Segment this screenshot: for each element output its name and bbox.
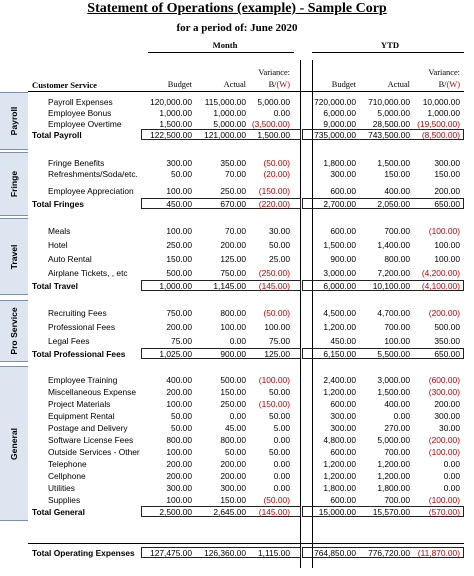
month-variance-cell: 0.00 xyxy=(273,108,290,118)
ytd-budget-cell: 1,200.00 xyxy=(323,322,356,332)
ytd-budget-cell: 764,850.00 xyxy=(314,548,356,558)
total-row xyxy=(0,130,474,141)
ytd-budget-cell: 735,000.00 xyxy=(314,130,356,140)
header-underline xyxy=(28,91,464,92)
row-label: Employee Training xyxy=(48,375,118,385)
month-actual-cell: 0.00 xyxy=(229,411,246,421)
ytd-budget-cell: 1,200.00 xyxy=(323,459,356,469)
row-label: Airplane Tickets, , etc xyxy=(48,268,128,278)
ytd-variance-cell: (4,100.00) xyxy=(421,281,460,291)
ytd-header-rule xyxy=(312,52,464,53)
ytd-actual-cell: 700.00 xyxy=(384,226,410,236)
table-row xyxy=(0,97,474,108)
ytd-actual-cell: 5,500.00 xyxy=(377,349,410,359)
ytd-budget-cell: 6,150.00 xyxy=(323,349,356,359)
row-label: Hotel xyxy=(48,240,68,250)
month-variance-cell: (50.00) xyxy=(263,495,290,505)
ytd-actual-cell: 700.00 xyxy=(384,495,410,505)
ytd-actual-cell: 10,100.00 xyxy=(372,281,410,291)
month-variance-cell: 0.00 xyxy=(273,435,290,445)
ytd-variance-cell: 650.00 xyxy=(434,199,460,209)
month-actual-cell: 670.00 xyxy=(220,199,246,209)
ytd-actual-header: Actual xyxy=(387,80,410,89)
ytd-actual-cell: 2,050.00 xyxy=(377,199,410,209)
table-row xyxy=(0,108,474,119)
month-budget-cell: 1,000.00 xyxy=(159,281,192,291)
month-budget-cell: 100.00 xyxy=(166,399,192,409)
ytd-budget-cell: 2,400.00 xyxy=(323,375,356,385)
month-variance-cell: 50.00 xyxy=(269,411,290,421)
ytd-variance-cell: (100.00) xyxy=(428,447,460,457)
month-budget-cell: 1,500.00 xyxy=(159,119,192,129)
ytd-budget-cell: 1,800.00 xyxy=(323,483,356,493)
table-row xyxy=(0,268,474,279)
ytd-variance-cell: 0.00 xyxy=(443,471,460,481)
row-label: Utilities xyxy=(48,483,75,493)
ytd-actual-cell: 1,800.00 xyxy=(377,483,410,493)
ytd-variance-cell: 1,000.00 xyxy=(427,108,460,118)
month-actual-cell: 200.00 xyxy=(220,459,246,469)
table-row xyxy=(0,435,474,446)
month-actual-cell: 150.00 xyxy=(220,495,246,505)
statement-title: Statement of Operations (example) - Sample Corp xyxy=(87,1,387,16)
ytd-budget-cell: 900.00 xyxy=(330,254,356,264)
month-actual-cell: 300.00 xyxy=(220,483,246,493)
month-budget-cell: 200.00 xyxy=(166,387,192,397)
month-actual-cell: 800.00 xyxy=(220,308,246,318)
ytd-budget-cell: 1,200.00 xyxy=(323,387,356,397)
month-actual-cell: 350.00 xyxy=(220,158,246,168)
ytd-variance-cell: (300.00) xyxy=(428,387,460,397)
month-actual-cell: 50.00 xyxy=(225,447,246,457)
total-label: Total Payroll xyxy=(32,130,82,140)
table-row xyxy=(0,186,474,197)
month-actual-cell: 200.00 xyxy=(220,240,246,250)
ytd-actual-cell: 1,200.00 xyxy=(377,459,410,469)
table-row xyxy=(0,399,474,410)
ytd-actual-cell: 743,500.00 xyxy=(368,130,410,140)
ytd-actual-cell: 0.00 xyxy=(393,411,410,421)
month-actual-cell: 45.00 xyxy=(225,423,246,433)
ytd-variance-cell: 300.00 xyxy=(434,411,460,421)
month-actual-cell: 200.00 xyxy=(220,471,246,481)
month-budget-cell: 50.00 xyxy=(171,411,192,421)
month-header: Month xyxy=(212,40,238,50)
total-row xyxy=(0,548,474,559)
table-row xyxy=(0,459,474,470)
ytd-variance-cell: (8,500.00) xyxy=(421,130,460,140)
month-budget-cell: 120,000.00 xyxy=(150,97,192,107)
ytd-variance-cell: (600.00) xyxy=(428,375,460,385)
month-actual-cell: 800.00 xyxy=(220,435,246,445)
ytd-variance-cell: 650.00 xyxy=(434,349,460,359)
month-actual-cell: 0.00 xyxy=(229,336,246,346)
period-label: for a period of: June 2020 xyxy=(176,22,298,34)
month-budget-cell: 800.00 xyxy=(166,435,192,445)
total-row xyxy=(0,199,474,210)
month-budget-cell: 250.00 xyxy=(166,240,192,250)
ytd-variance-cell: 10,000.00 xyxy=(422,97,460,107)
month-variance-cell: 0.00 xyxy=(273,459,290,469)
month-budget-cell: 400.00 xyxy=(166,375,192,385)
ytd-actual-cell: 1,400.00 xyxy=(377,240,410,250)
ytd-variance-cell: (11,870.00) xyxy=(417,548,460,558)
month-variance-cell: 75.00 xyxy=(269,336,290,346)
group-label-text: Travel xyxy=(9,244,19,269)
ytd-budget-cell: 6,000.00 xyxy=(323,281,356,291)
month-budget-cell: 300.00 xyxy=(166,483,192,493)
ytd-actual-cell: 5,000.00 xyxy=(377,108,410,118)
ytd-variance-cell: 100.00 xyxy=(434,240,460,250)
month-variance-cell: 30.00 xyxy=(269,226,290,236)
month-actual-cell: 70.00 xyxy=(225,226,246,236)
total-label: Total General xyxy=(32,507,85,517)
table-row xyxy=(0,423,474,434)
month-actual-cell: 125.00 xyxy=(220,254,246,264)
ytd-variance-cell: 100.00 xyxy=(434,254,460,264)
row-label: Meals xyxy=(48,226,71,236)
table-row xyxy=(0,169,474,180)
table-row xyxy=(0,226,474,237)
row-label: Fringe Benefits xyxy=(48,158,105,168)
row-label: Supplies xyxy=(48,495,81,505)
month-budget-cell: 200.00 xyxy=(166,322,192,332)
month-variance-cell: (145.00) xyxy=(258,281,290,291)
month-budget-header: Budget xyxy=(167,80,192,89)
month-variance-cell: (220.00) xyxy=(258,199,290,209)
total-label: Total Professional Fees xyxy=(32,349,126,359)
ytd-variance-cell: (100.00) xyxy=(428,495,460,505)
ytd-budget-cell: 4,500.00 xyxy=(323,308,356,318)
grand-total-rule xyxy=(28,543,464,544)
ytd-actual-cell: 150.00 xyxy=(384,169,410,179)
ytd-variance-cell: (4,200.00) xyxy=(421,268,460,278)
total-row xyxy=(0,281,474,292)
month-variance-header-2 xyxy=(240,80,290,89)
table-row xyxy=(0,411,474,422)
month-actual-cell: 126,360.00 xyxy=(204,548,246,558)
group-label-text: Payroll xyxy=(9,106,19,136)
ytd-variance-cell: (200.00) xyxy=(428,435,460,445)
ytd-budget-cell: 300.00 xyxy=(330,169,356,179)
ytd-variance-header-2 xyxy=(410,80,460,89)
month-header-rule xyxy=(148,52,294,53)
row-label: Auto Rental xyxy=(48,254,92,264)
row-label: Employee Appreciation xyxy=(48,186,134,196)
table-row xyxy=(0,254,474,265)
row-label: Equipment Rental xyxy=(48,411,115,421)
ytd-actual-cell: 700.00 xyxy=(384,447,410,457)
row-label: Telephone xyxy=(48,459,87,469)
variance-better-label: B/ xyxy=(438,80,447,89)
ytd-variance-cell: (100.00) xyxy=(428,226,460,236)
ytd-actual-cell: 100.00 xyxy=(384,336,410,346)
total-label: Total Travel xyxy=(32,281,78,291)
month-budget-cell: 300.00 xyxy=(166,158,192,168)
month-budget-cell: 1,025.00 xyxy=(159,349,192,359)
ytd-budget-cell: 1,500.00 xyxy=(323,240,356,250)
variance-better-label: B/ xyxy=(268,80,277,89)
month-actual-cell: 5,000.00 xyxy=(213,119,246,129)
table-row xyxy=(0,447,474,458)
table-row xyxy=(0,308,474,319)
ytd-variance-cell: (570.00) xyxy=(428,507,460,517)
month-variance-cell: 1,115.00 xyxy=(258,548,290,558)
month-budget-cell: 500.00 xyxy=(166,268,192,278)
row-label: Legal Fees xyxy=(48,336,90,346)
table-row xyxy=(0,336,474,347)
total-label: Total Operating Expenses xyxy=(32,548,135,558)
row-label: Employee Overtime xyxy=(48,119,122,129)
month-budget-cell: 122,500.00 xyxy=(150,130,192,140)
month-variance-cell: (145.00) xyxy=(258,507,290,517)
ytd-actual-cell: 4,700.00 xyxy=(377,308,410,318)
month-actual-cell: 2,645.00 xyxy=(213,507,246,517)
ytd-variance-cell: (200.00) xyxy=(428,308,460,318)
month-budget-cell: 100.00 xyxy=(166,186,192,196)
ytd-variance-cell: 150.00 xyxy=(434,169,460,179)
ytd-actual-cell: 1,500.00 xyxy=(377,387,410,397)
month-actual-cell: 70.00 xyxy=(225,169,246,179)
month-actual-cell: 1,145.00 xyxy=(213,281,246,291)
month-variance-cell: (50.00) xyxy=(263,158,290,168)
section-label: Customer Service xyxy=(32,80,97,90)
month-actual-cell: 250.00 xyxy=(220,399,246,409)
month-variance-cell: 0.00 xyxy=(273,483,290,493)
ytd-actual-cell: 400.00 xyxy=(384,186,410,196)
month-budget-cell: 450.00 xyxy=(166,199,192,209)
row-label: Payroll Expenses xyxy=(48,97,113,107)
ytd-variance-header-1: Variance: xyxy=(428,68,460,77)
ytd-budget-cell: 2,700.00 xyxy=(323,199,356,209)
group-label-text: Fringe xyxy=(9,170,19,198)
ytd-actual-cell: 400.00 xyxy=(384,399,410,409)
ytd-budget-cell: 600.00 xyxy=(330,186,356,196)
ytd-budget-cell: 3,000.00 xyxy=(323,268,356,278)
month-variance-cell: 50.00 xyxy=(269,387,290,397)
ytd-variance-cell: 0.00 xyxy=(443,459,460,469)
ytd-variance-cell: (19,500.00) xyxy=(417,119,460,129)
variance-worse-label: (W) xyxy=(276,80,290,89)
ytd-budget-cell: 600.00 xyxy=(330,447,356,457)
total-row xyxy=(0,507,474,518)
month-variance-cell: 50.00 xyxy=(269,240,290,250)
row-label: Employee Bonus xyxy=(48,108,112,118)
ytd-budget-cell: 300.00 xyxy=(330,411,356,421)
table-row xyxy=(0,471,474,482)
row-label: Outside Services - Other xyxy=(48,447,140,457)
month-budget-cell: 75.00 xyxy=(171,336,192,346)
ytd-actual-cell: 1,500.00 xyxy=(377,158,410,168)
table-row xyxy=(0,375,474,386)
month-variance-cell: 50.00 xyxy=(269,447,290,457)
row-label: Software License Fees xyxy=(48,435,134,445)
month-variance-cell: (3,500.00) xyxy=(251,119,290,129)
ytd-actual-cell: 776,720.00 xyxy=(368,548,410,558)
table-row xyxy=(0,158,474,169)
total-row xyxy=(0,349,474,360)
ytd-actual-cell: 700.00 xyxy=(384,322,410,332)
month-actual-cell: 100.00 xyxy=(220,322,246,332)
ytd-variance-cell: 350.00 xyxy=(434,336,460,346)
month-budget-cell: 750.00 xyxy=(166,308,192,318)
ytd-variance-cell: 30.00 xyxy=(439,423,460,433)
month-actual-cell: 121,000.00 xyxy=(204,130,246,140)
table-row xyxy=(0,483,474,494)
month-budget-cell: 2,500.00 xyxy=(159,507,192,517)
month-budget-cell: 1,000.00 xyxy=(159,108,192,118)
month-variance-cell: 5,000.00 xyxy=(257,97,290,107)
total-label: Total Fringes xyxy=(32,199,84,209)
row-label: Professional Fees xyxy=(48,322,116,332)
row-label: Postage and Delivery xyxy=(48,423,128,433)
table-row xyxy=(0,240,474,251)
ytd-variance-cell: 200.00 xyxy=(434,399,460,409)
row-label: Project Materials xyxy=(48,399,111,409)
month-actual-cell: 115,000.00 xyxy=(204,97,246,107)
table-row xyxy=(0,495,474,506)
ytd-budget-cell: 600.00 xyxy=(330,495,356,505)
month-budget-cell: 150.00 xyxy=(166,254,192,264)
month-budget-cell: 200.00 xyxy=(166,471,192,481)
month-actual-header: Actual xyxy=(223,80,246,89)
table-row xyxy=(0,387,474,398)
ytd-variance-cell: 200.00 xyxy=(434,186,460,196)
ytd-actual-cell: 1,200.00 xyxy=(377,471,410,481)
ytd-actual-cell: 710,000.00 xyxy=(368,97,410,107)
ytd-budget-cell: 1,800.00 xyxy=(323,158,356,168)
month-variance-header-1: Variance: xyxy=(258,68,290,77)
month-variance-cell: (20.00) xyxy=(263,169,290,179)
row-label: Refreshments/Soda/etc. xyxy=(48,169,138,179)
group-label-text: Pro Service xyxy=(9,307,19,355)
month-variance-cell: 25.00 xyxy=(269,254,290,264)
table-row xyxy=(0,322,474,333)
month-budget-cell: 200.00 xyxy=(166,459,192,469)
month-variance-cell: 125.00 xyxy=(264,349,290,359)
month-actual-cell: 250.00 xyxy=(220,186,246,196)
row-label: Cellphone xyxy=(48,471,86,481)
ytd-actual-cell: 3,000.00 xyxy=(377,375,410,385)
month-budget-cell: 127,475.00 xyxy=(150,548,192,558)
ytd-budget-cell: 450.00 xyxy=(330,336,356,346)
ytd-actual-cell: 800.00 xyxy=(384,254,410,264)
month-actual-cell: 750.00 xyxy=(220,268,246,278)
month-budget-cell: 100.00 xyxy=(166,226,192,236)
month-actual-cell: 500.00 xyxy=(220,375,246,385)
ytd-budget-cell: 300.00 xyxy=(330,423,356,433)
month-budget-cell: 100.00 xyxy=(166,447,192,457)
ytd-actual-cell: 15,570.00 xyxy=(372,507,410,517)
ytd-budget-cell: 1,200.00 xyxy=(323,471,356,481)
month-variance-cell: 5.00 xyxy=(273,423,290,433)
ytd-budget-cell: 600.00 xyxy=(330,399,356,409)
month-budget-cell: 100.00 xyxy=(166,495,192,505)
ytd-budget-cell: 600.00 xyxy=(330,226,356,236)
row-label: Miscellaneous Expense xyxy=(48,387,136,397)
month-budget-cell: 50.00 xyxy=(171,423,192,433)
month-variance-cell: (150.00) xyxy=(258,399,290,409)
ytd-actual-cell: 270.00 xyxy=(384,423,410,433)
ytd-budget-header: Budget xyxy=(331,80,356,89)
ytd-variance-cell: 500.00 xyxy=(434,322,460,332)
ytd-budget-cell: 720,000.00 xyxy=(314,97,356,107)
month-variance-cell: (250.00) xyxy=(258,268,290,278)
variance-worse-label: (W) xyxy=(446,80,460,89)
group-label-text: General xyxy=(9,427,19,460)
month-variance-cell: 0.00 xyxy=(273,471,290,481)
ytd-actual-cell: 5,000.00 xyxy=(377,435,410,445)
ytd-budget-cell: 4,800.00 xyxy=(323,435,356,445)
ytd-variance-cell: 300.00 xyxy=(434,158,460,168)
month-actual-cell: 1,000.00 xyxy=(213,108,246,118)
month-variance-cell: (100.00) xyxy=(258,375,290,385)
ytd-budget-cell: 15,000.00 xyxy=(318,507,356,517)
ytd-variance-cell: 0.00 xyxy=(443,483,460,493)
month-variance-cell: (50.00) xyxy=(263,308,290,318)
month-actual-cell: 150.00 xyxy=(220,387,246,397)
month-variance-cell: 1,500.00 xyxy=(257,130,290,140)
ytd-budget-cell: 6,000.00 xyxy=(323,108,356,118)
ytd-header: YTD xyxy=(380,40,400,50)
row-label: Recruiting Fees xyxy=(48,308,107,318)
month-variance-cell: (150.00) xyxy=(258,186,290,196)
month-actual-cell: 900.00 xyxy=(220,349,246,359)
month-budget-cell: 50.00 xyxy=(171,169,192,179)
ytd-budget-cell: 9,000.00 xyxy=(323,119,356,129)
month-variance-cell: 100.00 xyxy=(264,322,290,332)
ytd-actual-cell: 28,500.00 xyxy=(372,119,410,129)
ytd-actual-cell: 7,200.00 xyxy=(377,268,410,278)
